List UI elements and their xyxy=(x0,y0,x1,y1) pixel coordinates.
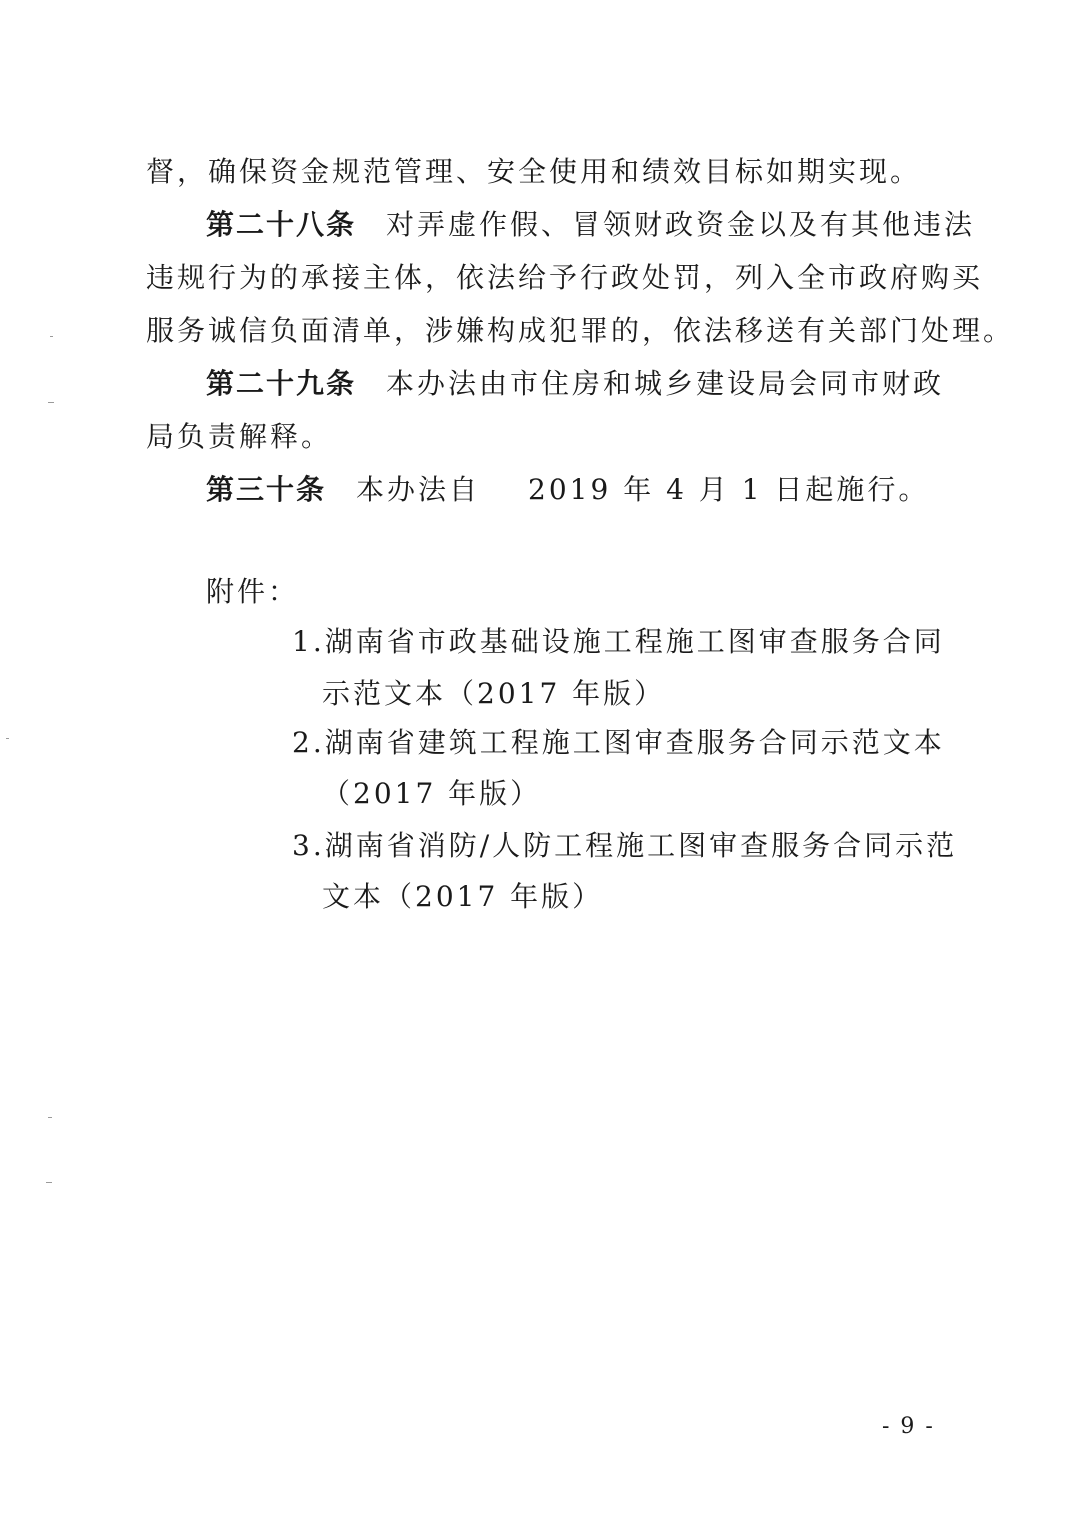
article-28-heading: 第二十八条 xyxy=(206,208,357,241)
article-28-line-1 xyxy=(206,205,975,245)
page-number: - 9 - xyxy=(882,1414,935,1439)
scan-mark xyxy=(48,1117,52,1118)
body-line-1: 督，确保资金规范管理、安全使用和绩效目标如期实现。 xyxy=(146,155,922,188)
attachment-1-line-2: 示范文本（2017 年版） xyxy=(322,677,666,710)
attachment-3-line-2: 文本（2017 年版） xyxy=(322,880,604,913)
scan-mark xyxy=(50,336,53,337)
article-29-text: 本办法由市住房和城乡建设局会同市财政 xyxy=(386,367,945,400)
article-28-text: 对弄虚作假、冒领财政资金以及有其他违法 xyxy=(386,208,976,241)
attachment-2-line-2: （2017 年版） xyxy=(322,777,542,810)
attachment-3-line-1: 3.湖南省消防/人防工程施工图审查服务合同示范 xyxy=(292,829,958,862)
article-29-line-1 xyxy=(206,364,944,404)
article-30-heading: 第三十条 xyxy=(206,473,327,506)
article-30-line xyxy=(206,470,929,510)
attachment-2-line-1: 2.湖南省建筑工程施工图审查服务合同示范文本 xyxy=(292,726,945,759)
attachments-label: 附件： xyxy=(206,575,300,608)
scan-mark xyxy=(6,738,9,739)
article-30-text-end: 2019 年 4 月 1 日起施行。 xyxy=(528,473,930,506)
article-28-line-2: 违规行为的承接主体，依法给予行政处罚，列入全市政府购买 xyxy=(146,261,984,294)
article-30-text-start: 本办法自 xyxy=(356,473,481,506)
attachment-1-line-1: 1.湖南省市政基础设施工程施工图审查服务合同 xyxy=(292,625,945,658)
article-29-line-2: 局负责解释。 xyxy=(146,420,333,453)
scan-mark xyxy=(46,1182,52,1183)
article-28-line-3: 服务诚信负面清单，涉嫌构成犯罪的，依法移送有关部门处理。 xyxy=(146,314,1015,347)
scan-mark xyxy=(48,402,54,403)
article-29-heading: 第二十九条 xyxy=(206,367,357,400)
